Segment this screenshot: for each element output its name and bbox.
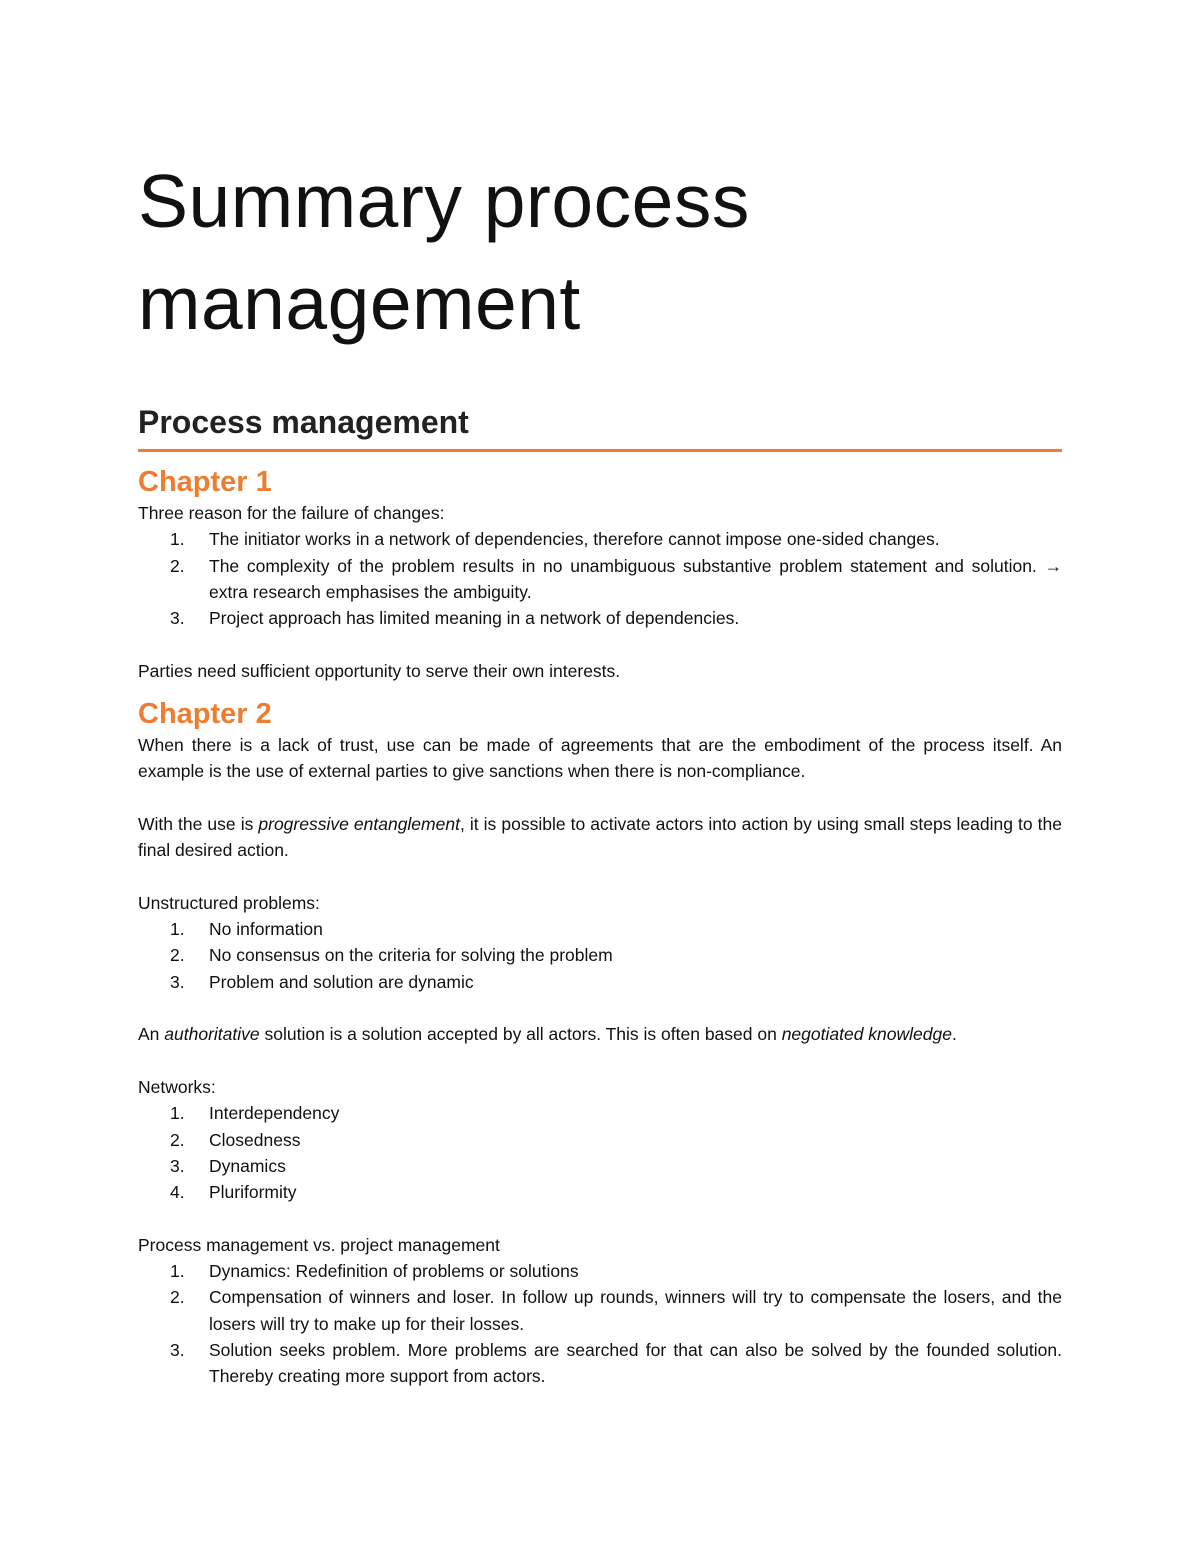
list-item — [138, 942, 1062, 968]
list-number: 1. — [170, 1103, 185, 1124]
trust-paragraph: When there is a lack of trust, use can be made of agreements that are the embodiment of the process itself. An example is the use of external parties to give sanctions when there is non-compliance. — [138, 735, 1062, 782]
chapter-1-heading: Chapter 1 — [138, 466, 272, 498]
document-body — [138, 150, 1062, 1390]
comparison-label: Process management vs. project management — [138, 1234, 500, 1255]
chapter-1-closing: Parties need sufficient opportunity to serve their own interests. — [138, 660, 621, 681]
list-item — [138, 526, 1062, 552]
term-negotiated-knowledge: negotiated knowledge — [781, 1024, 952, 1045]
list-item — [138, 1258, 1062, 1284]
section-heading: Process management — [138, 402, 1062, 452]
list-number: 2. — [170, 1129, 185, 1150]
list-number: 2. — [170, 945, 185, 966]
list-item — [138, 1179, 1062, 1205]
list-item — [138, 916, 1062, 942]
unstructured-problems-list — [138, 916, 1062, 995]
list-item — [138, 1127, 1062, 1153]
list-item-text: No consensus on the criteria for solving the problem — [209, 945, 613, 966]
list-item — [138, 969, 1062, 995]
networks-label: Networks: — [138, 1076, 216, 1097]
list-item — [138, 553, 1062, 606]
term-progressive-entanglement: progressive entanglement — [258, 813, 460, 834]
list-item-text: Compensation of winners and loser. In follow up rounds, winners will try to compensate the losers, and the losers will try to make up for their losses. — [209, 1287, 1062, 1334]
networks-list — [138, 1100, 1062, 1205]
list-item-text: No information — [209, 919, 323, 940]
list-number: 1. — [170, 919, 185, 940]
unstructured-problems-label: Unstructured problems: — [138, 892, 320, 913]
list-number: 2. — [170, 1287, 185, 1308]
list-item — [138, 1153, 1062, 1179]
document-title: Summary process management — [138, 159, 750, 345]
list-item-text: Problem and solution are dynamic — [209, 971, 474, 992]
list-number: 2. — [170, 555, 185, 576]
list-item-text: The initiator works in a network of dependencies, therefore cannot impose one-sided changes. — [209, 529, 940, 550]
list-item — [138, 605, 1062, 631]
list-number: 3. — [170, 971, 185, 992]
list-number: 1. — [170, 529, 185, 550]
entanglement-paragraph: With the use is progressive entanglement, it is possible to activate actors into action by using small steps leading to the final desired action. — [138, 813, 1062, 861]
list-number: 4. — [170, 1182, 185, 1203]
list-item-text: Closedness — [209, 1129, 301, 1150]
term-authoritative: authoritative — [164, 1024, 260, 1045]
chapter-1-intro: Three reason for the failure of changes: — [138, 503, 445, 523]
comparison-list — [138, 1258, 1062, 1389]
list-item-text: Dynamics — [209, 1155, 286, 1176]
chapter-2-heading: Chapter 2 — [138, 698, 272, 731]
list-item-text: The complexity of the problem results in no unambiguous substantive problem statement and solution. → extra research emphasises the ambiguity. — [209, 555, 1062, 602]
list-number: 3. — [170, 1339, 185, 1360]
list-item-text: Solution seeks problem. More problems are searched for that can also be solved by the founded solution. Thereby creating more support from actors. — [209, 1339, 1062, 1387]
failure-reasons-list — [138, 526, 1062, 631]
list-number: 3. — [170, 1155, 185, 1176]
list-number: 1. — [170, 1261, 185, 1282]
list-item — [138, 1284, 1062, 1337]
list-item-text: Interdependency — [209, 1103, 340, 1124]
list-item — [138, 1100, 1062, 1126]
list-number: 3. — [170, 608, 185, 629]
list-item-text: Pluriformity — [209, 1182, 297, 1203]
list-item-text: Dynamics: Redefinition of problems or solutions — [209, 1261, 579, 1282]
list-item — [138, 1337, 1062, 1390]
list-item-text: Project approach has limited meaning in a network of dependencies. — [209, 608, 740, 629]
authoritative-paragraph: An authoritative solution is a solution accepted by all actors. This is often based on negotiated knowledge. — [138, 1024, 957, 1045]
